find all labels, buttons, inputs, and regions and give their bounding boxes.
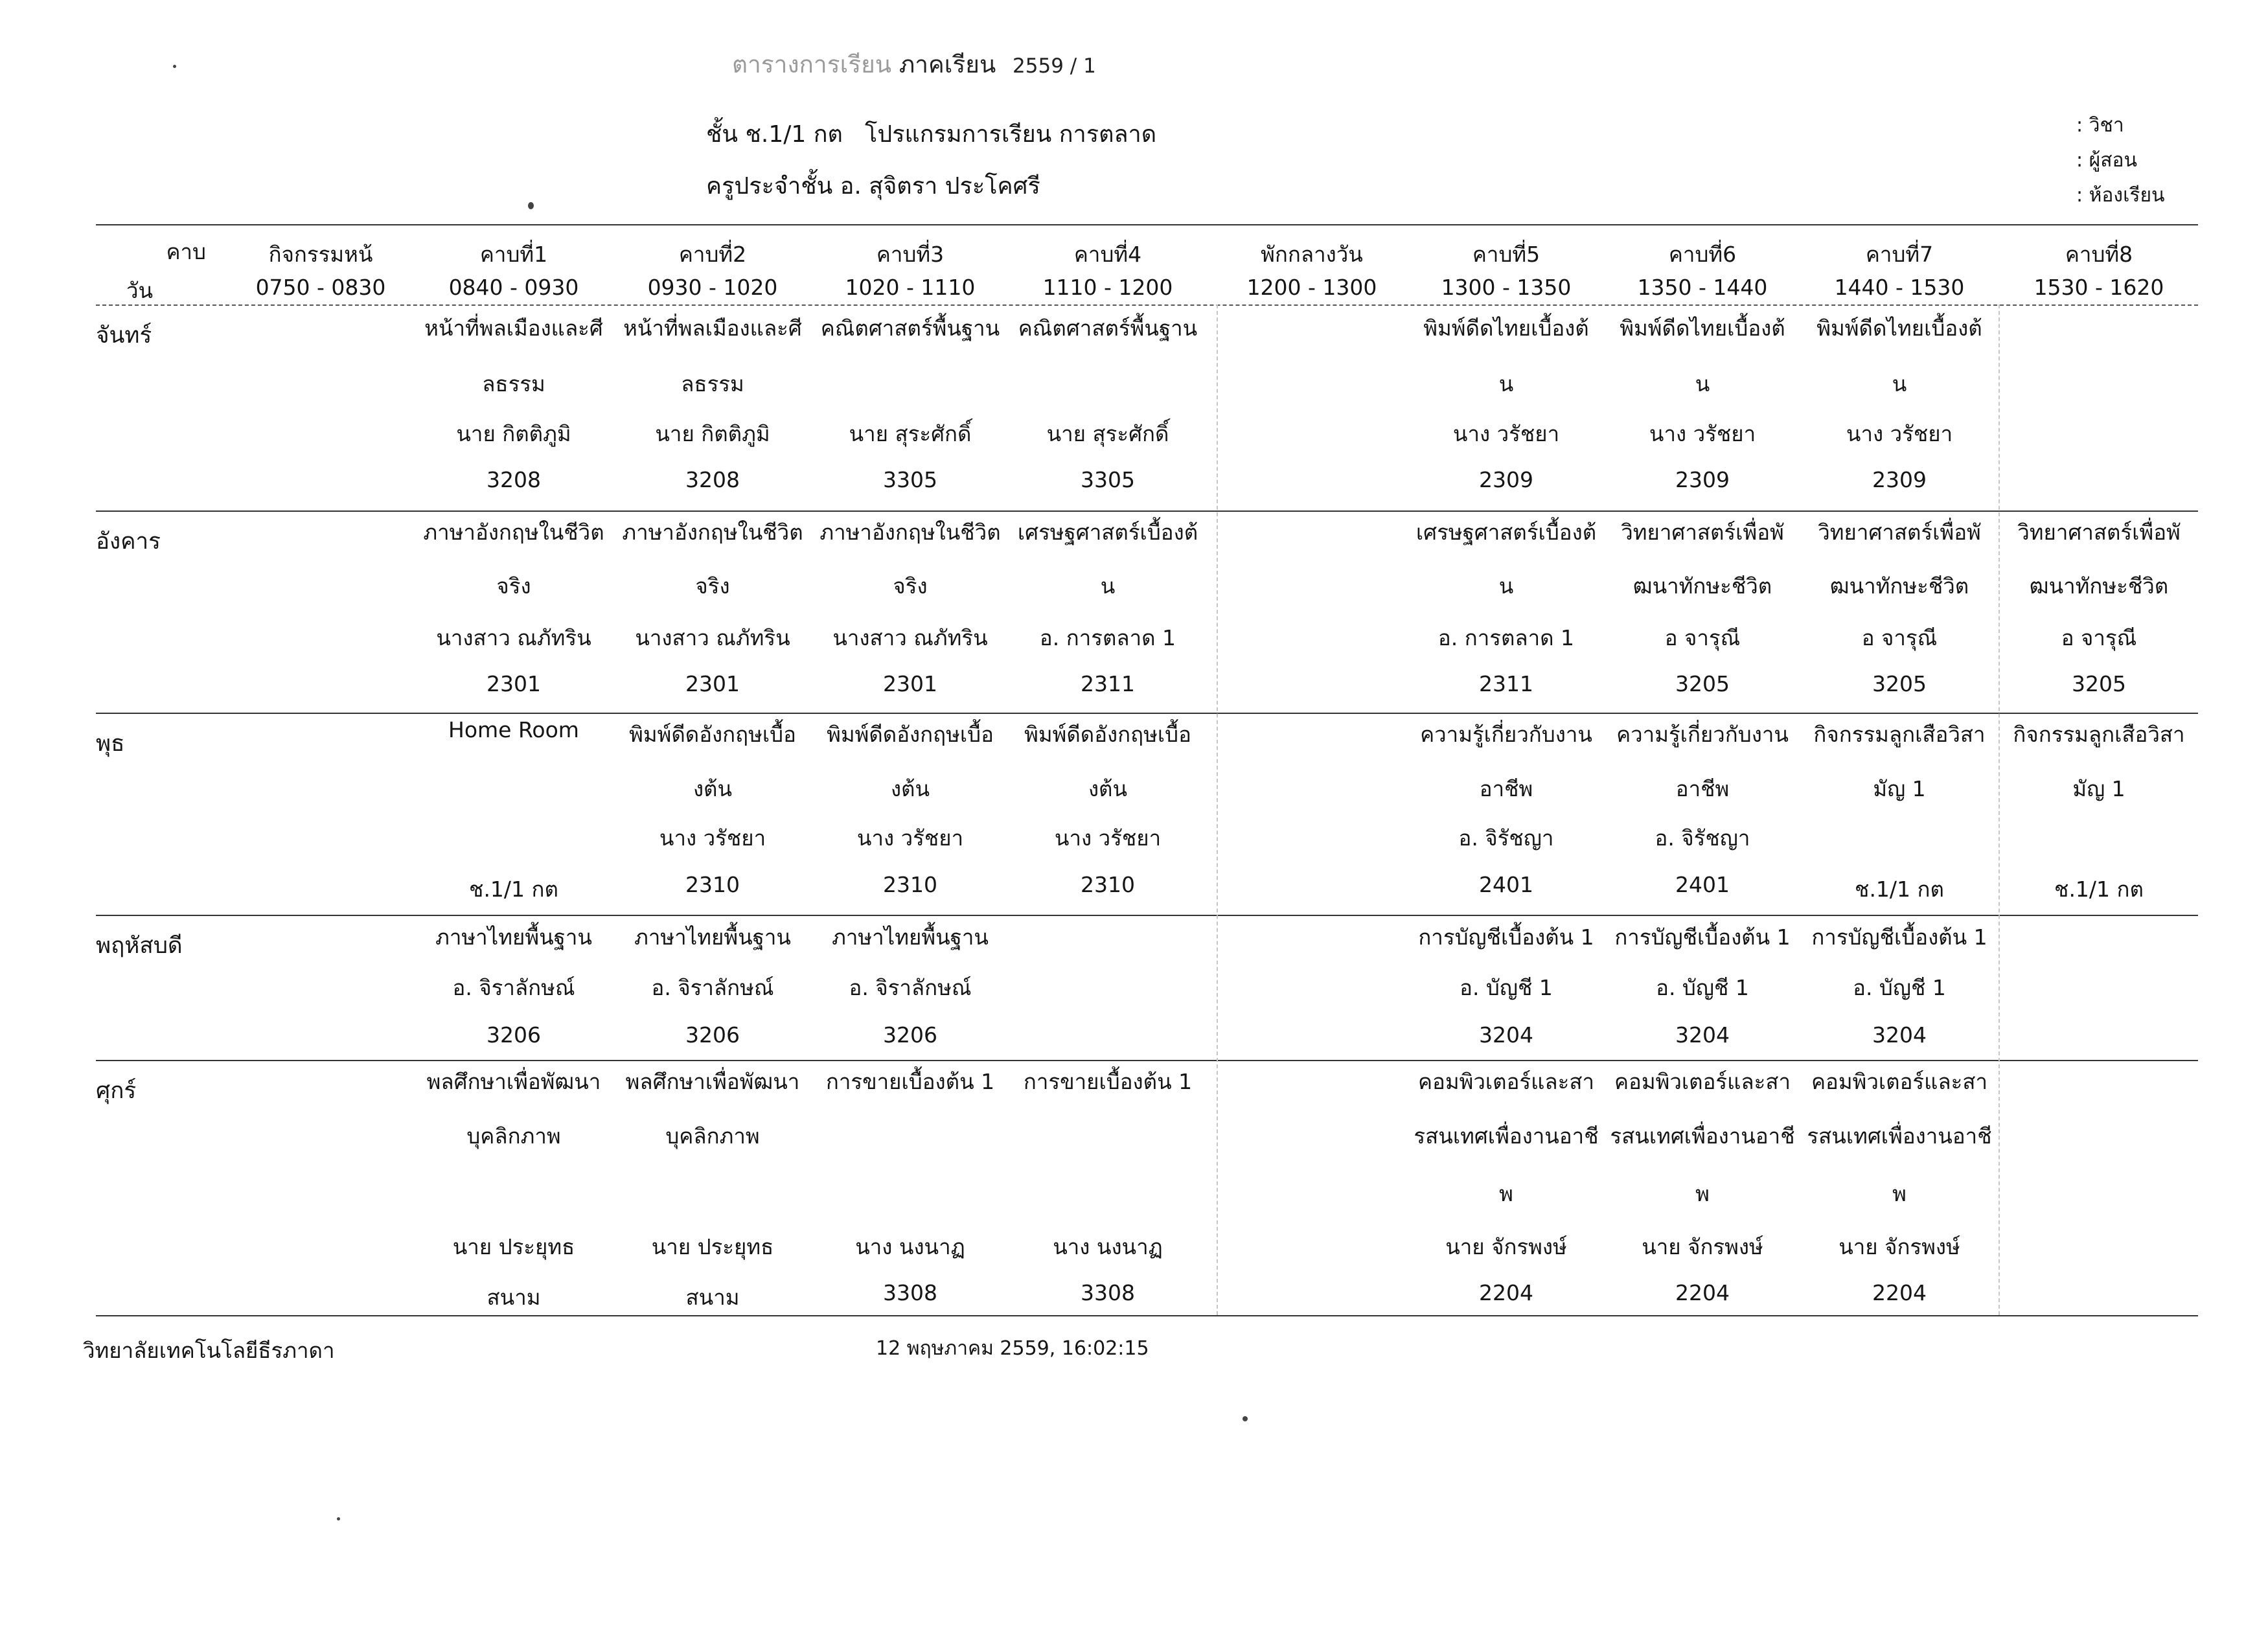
cell-line: 3305 — [883, 467, 937, 492]
cell-line: นาย ประยุทธ — [651, 1234, 774, 1259]
cell-line: 3308 — [1081, 1280, 1135, 1305]
title-term: 2559 / 1 — [1013, 54, 1096, 78]
cell-line: บุคลิกภาพ — [665, 1123, 760, 1149]
cell-line: พิมพ์ดีดอังกฤษเบื้อ — [827, 722, 994, 747]
cell-line: ความรู้เกี่ยวกับงาน — [1616, 722, 1789, 747]
cell-line: นาง วรัชยา — [1054, 825, 1162, 851]
scan-speck — [1243, 1416, 1248, 1421]
day-label: พฤหัสบดี — [96, 933, 183, 959]
cell-line: นาย จักรพงษ์ — [1445, 1234, 1567, 1259]
column-header-time: 0840 - 0930 — [448, 275, 579, 300]
cell-line: อ จารุณี — [2061, 625, 2137, 650]
cell-line: 3206 — [883, 1022, 937, 1048]
cell-line: ความรู้เกี่ยวกับงาน — [1420, 722, 1592, 747]
column-header-time: 1530 - 1620 — [2033, 275, 2164, 300]
cell-line: นาย จักรพงษ์ — [1642, 1234, 1763, 1259]
cell-line: พ — [1695, 1181, 1710, 1206]
cell-line: 2204 — [1675, 1280, 1730, 1305]
cell-line: นาย ประยุทธ — [452, 1234, 575, 1259]
cell-line: พิมพ์ดีดอังกฤษเบื้อ — [1024, 722, 1191, 747]
cell-line: เศรษฐศาสตร์เบื้องต้ — [1017, 520, 1198, 545]
cell-line: 2310 — [685, 872, 740, 897]
cell-line: ลธรรม — [681, 371, 744, 396]
column-separator — [1217, 304, 1218, 1315]
cell-line: พิมพ์ดีดไทยเบื้องต้ — [1816, 315, 1982, 341]
cell-line: รสนเทศเพื่องานอาชี — [1414, 1123, 1599, 1149]
column-header-label: คาบที่5 — [1472, 242, 1541, 267]
cell-line: อ. จิราลักษณ์ — [849, 975, 972, 1000]
cell-line: นาง นงนาฏ — [1053, 1234, 1163, 1259]
cell-line: 2310 — [883, 872, 937, 897]
cell-line: ภาษาอังกฤษในชีวิต — [622, 520, 803, 545]
cell-line: 3204 — [1872, 1022, 1927, 1048]
day-label: อังคาร — [96, 529, 161, 555]
cell-line: นาง นงนาฏ — [855, 1234, 965, 1259]
cell-line: 2311 — [1479, 671, 1533, 696]
cell-line: 3204 — [1675, 1022, 1730, 1048]
cell-line: พิมพ์ดีดไทยเบื้องต้ — [1423, 315, 1589, 341]
cell-line: ฒนาทักษะชีวิต — [2029, 573, 2169, 599]
cell-line: การขายเบื้องต้น 1 — [1023, 1069, 1193, 1094]
cell-line: อ. จิรัชญา — [1655, 825, 1750, 851]
cell-line: รสนเทศเพื่องานอาชี — [1807, 1123, 1992, 1149]
document-title — [732, 45, 1096, 84]
column-header-label: คาบที่4 — [1073, 242, 1142, 267]
cell-line: มัญ 1 — [1873, 776, 1926, 801]
table-rule — [96, 1060, 2198, 1061]
cell-line: ลธรรม — [482, 371, 545, 396]
column-header-time: 1110 - 1200 — [1042, 275, 1173, 300]
cell-line: คอมพิวเตอร์และสา — [1417, 1069, 1595, 1094]
cell-line: อ. จิราลักษณ์ — [651, 975, 774, 1000]
cell-line: ฒนาทักษะชีวิต — [1632, 573, 1772, 599]
cell-line: 2309 — [1872, 467, 1927, 492]
cell-line: 2311 — [1081, 671, 1135, 696]
cell-line: อาชีพ — [1675, 776, 1730, 801]
cell-line: 3208 — [685, 467, 740, 492]
program-line: โปรแกรมการเรียน การตลาด — [865, 121, 1157, 148]
cell-line: งต้น — [693, 776, 733, 801]
legend-subject: : วิชา — [2076, 114, 2124, 137]
legend-teacher: : ผู้สอน — [2076, 149, 2138, 172]
cell-line: 3206 — [487, 1022, 541, 1048]
cell-line: หน้าที่พลเมืองและศี — [623, 315, 802, 341]
cell-line: 2309 — [1479, 467, 1533, 492]
cell-line: 2204 — [1479, 1280, 1533, 1305]
column-header-time: 1020 - 1110 — [845, 275, 976, 300]
day-label: จันทร์ — [96, 323, 152, 349]
cell-line: 3206 — [685, 1022, 740, 1048]
homeroom-teacher: ครูประจำชั้น อ. สุจิตรา ประโคศรี — [706, 173, 1040, 200]
cell-line: มัญ 1 — [2072, 776, 2125, 801]
cell-line: 3204 — [1479, 1022, 1533, 1048]
cell-line: งต้น — [1088, 776, 1128, 801]
cell-line: การบัญชีเบื้องต้น 1 — [1614, 924, 1791, 950]
cell-line: น — [1695, 371, 1710, 396]
cell-line: ภาษาไทยพื้นฐาน — [634, 924, 791, 950]
cell-line: 2309 — [1675, 467, 1730, 492]
table-rule — [96, 304, 2198, 306]
cell-line: คอมพิวเตอร์และสา — [1811, 1069, 1988, 1094]
cell-line: เศรษฐศาสตร์เบื้องต้ — [1415, 520, 1597, 545]
cell-line: ภาษาอังกฤษในชีวิต — [819, 520, 1001, 545]
cell-line: นาย สุระศักดิ์ — [1046, 421, 1169, 446]
cell-line: นางสาว ณภัทริน — [832, 625, 988, 650]
cell-line: อ. บัญชี 1 — [1853, 975, 1946, 1000]
cell-line: 3205 — [1675, 671, 1730, 696]
column-header-label: คาบที่1 — [479, 242, 548, 267]
cell-line: วิทยาศาสตร์เพื่อพั — [2017, 520, 2181, 545]
cell-line: กิจกรรมลูกเสือวิสา — [2013, 722, 2185, 747]
legend-room: : ห้องเรียน — [2076, 184, 2165, 207]
day-label: ศุกร์ — [96, 1078, 137, 1104]
corner-day: วัน — [126, 278, 154, 303]
cell-line: การบัญชีเบื้องต้น 1 — [1811, 924, 1987, 950]
cell-line: Home Room — [448, 717, 579, 742]
class-line: ชั้น ช.1/1 กต — [706, 121, 843, 148]
cell-line: อ. บัญชี 1 — [1656, 975, 1749, 1000]
cell-line: งต้น — [890, 776, 930, 801]
column-header-time: 1350 - 1440 — [1637, 275, 1768, 300]
cell-line: วิทยาศาสตร์เพื่อพั — [1621, 520, 1784, 545]
cell-line: อ จารุณี — [1664, 625, 1741, 650]
cell-line: นางสาว ณภัทริน — [436, 625, 591, 650]
cell-line: คณิตศาสตร์พื้นฐาน — [1018, 315, 1198, 341]
table-rule — [96, 224, 2198, 225]
cell-line: 3205 — [1872, 671, 1927, 696]
cell-line: ช.1/1 กต — [1855, 877, 1944, 902]
cell-line: สนาม — [487, 1285, 541, 1310]
print-timestamp: 12 พฤษภาคม 2559, 16:02:15 — [876, 1337, 1149, 1360]
cell-line: นาง วรัชยา — [856, 825, 964, 851]
cell-line: นาง วรัชยา — [1846, 421, 1953, 446]
cell-line: 2301 — [883, 671, 937, 696]
column-header-label: คาบที่2 — [678, 242, 747, 267]
cell-line: น — [1892, 371, 1907, 396]
title-faded: ตารางการเรียน — [732, 51, 892, 78]
cell-line: พิมพ์ดีดอังกฤษเบื้อ — [629, 722, 796, 747]
cell-line: พ — [1499, 1181, 1513, 1206]
cell-line: อ. บัญชี 1 — [1460, 975, 1553, 1000]
table-rule — [96, 915, 2198, 916]
column-header-time: 1200 - 1300 — [1246, 275, 1377, 300]
cell-line: อ จารุณี — [1861, 625, 1938, 650]
cell-line: การบัญชีเบื้องต้น 1 — [1418, 924, 1594, 950]
cell-line: น — [1498, 371, 1514, 396]
cell-line: นาง วรัชยา — [1452, 421, 1560, 446]
cell-line: 2301 — [685, 671, 740, 696]
cell-line: พลศึกษาเพื่อพัฒนา — [625, 1069, 800, 1094]
cell-line: จริง — [893, 573, 928, 599]
cell-line: อ. จิราลักษณ์ — [452, 975, 575, 1000]
column-header-label: กิจกรรมหน้ — [268, 242, 373, 267]
cell-line: 3308 — [883, 1280, 937, 1305]
cell-line: คณิตศาสตร์พื้นฐาน — [820, 315, 1000, 341]
scan-speck — [337, 1517, 340, 1520]
column-header-time: 0750 - 0830 — [255, 275, 386, 300]
corner-period: คาบ — [166, 239, 206, 264]
cell-line: พ — [1892, 1181, 1907, 1206]
cell-line: อาชีพ — [1479, 776, 1533, 801]
cell-line: ภาษาไทยพื้นฐาน — [832, 924, 989, 950]
column-header-time: 0930 - 1020 — [647, 275, 778, 300]
cell-line: 2310 — [1081, 872, 1135, 897]
column-header-label: คาบที่7 — [1865, 242, 1934, 267]
cell-line: ฒนาทักษะชีวิต — [1829, 573, 1969, 599]
cell-line: พิมพ์ดีดไทยเบื้องต้ — [1620, 315, 1785, 341]
column-header-label: คาบที่6 — [1668, 242, 1737, 267]
cell-line: บุคลิกภาพ — [466, 1123, 561, 1149]
cell-line: ช.1/1 กต — [2054, 877, 2144, 902]
cell-line: หน้าที่พลเมืองและศี — [424, 315, 603, 341]
cell-line: อ. จิรัชญา — [1458, 825, 1554, 851]
cell-line: คอมพิวเตอร์และสา — [1614, 1069, 1791, 1094]
cell-line: 2301 — [487, 671, 541, 696]
cell-line: กิจกรรมลูกเสือวิสา — [1813, 722, 1986, 747]
column-header-label: คาบที่3 — [876, 242, 945, 267]
cell-line: 2204 — [1872, 1280, 1927, 1305]
cell-line: อ. การตลาด 1 — [1438, 625, 1575, 650]
cell-line: นาย สุระศักดิ์ — [849, 421, 972, 446]
cell-line: ช.1/1 กต — [469, 877, 558, 902]
cell-line: พลศึกษาเพื่อพัฒนา — [426, 1069, 601, 1094]
table-rule — [96, 1315, 2198, 1316]
table-rule — [96, 713, 2198, 714]
cell-line: นางสาว ณภัทริน — [635, 625, 790, 650]
scan-speck — [173, 65, 176, 68]
cell-line: น — [1100, 573, 1116, 599]
cell-line: อ. การตลาด 1 — [1039, 625, 1176, 650]
day-label: พุธ — [96, 731, 125, 757]
cell-line: สนาม — [685, 1285, 740, 1310]
cell-line: ภาษาอังกฤษในชีวิต — [423, 520, 604, 545]
cell-line: 2401 — [1479, 872, 1533, 897]
cell-line: 3208 — [487, 467, 541, 492]
cell-line: นาย กิตติภูมิ — [456, 421, 571, 446]
cell-line: 3305 — [1081, 467, 1135, 492]
table-rule — [96, 511, 2198, 512]
scan-speck — [528, 202, 534, 209]
cell-line: นาง วรัชยา — [659, 825, 766, 851]
cell-line: จริง — [496, 573, 531, 599]
cell-line: วิทยาศาสตร์เพื่อพั — [1818, 520, 1981, 545]
column-separator — [1999, 304, 2000, 1315]
cell-line: รสนเทศเพื่องานอาชี — [1610, 1123, 1795, 1149]
cell-line: 2401 — [1675, 872, 1730, 897]
column-header-label: พักกลางวัน — [1261, 242, 1363, 267]
cell-line: ภาษาไทยพื้นฐาน — [435, 924, 592, 950]
column-header-time: 1300 - 1350 — [1441, 275, 1572, 300]
cell-line: นาง วรัชยา — [1649, 421, 1756, 446]
cell-line: นาย จักรพงษ์ — [1838, 1234, 1960, 1259]
column-header-label: คาบที่8 — [2065, 242, 2133, 267]
cell-line: 3205 — [2072, 671, 2126, 696]
column-header-time: 1440 - 1530 — [1834, 275, 1965, 300]
cell-line: จริง — [695, 573, 730, 599]
title-main: ภาคเรียน — [899, 51, 996, 78]
cell-line: การขายเบื้องต้น 1 — [825, 1069, 995, 1094]
institution-name: วิทยาลัยเทคโนโลยีธีรภาดา — [83, 1338, 335, 1363]
cell-line: น — [1498, 573, 1514, 599]
cell-line: นาย กิตติภูมิ — [655, 421, 770, 446]
